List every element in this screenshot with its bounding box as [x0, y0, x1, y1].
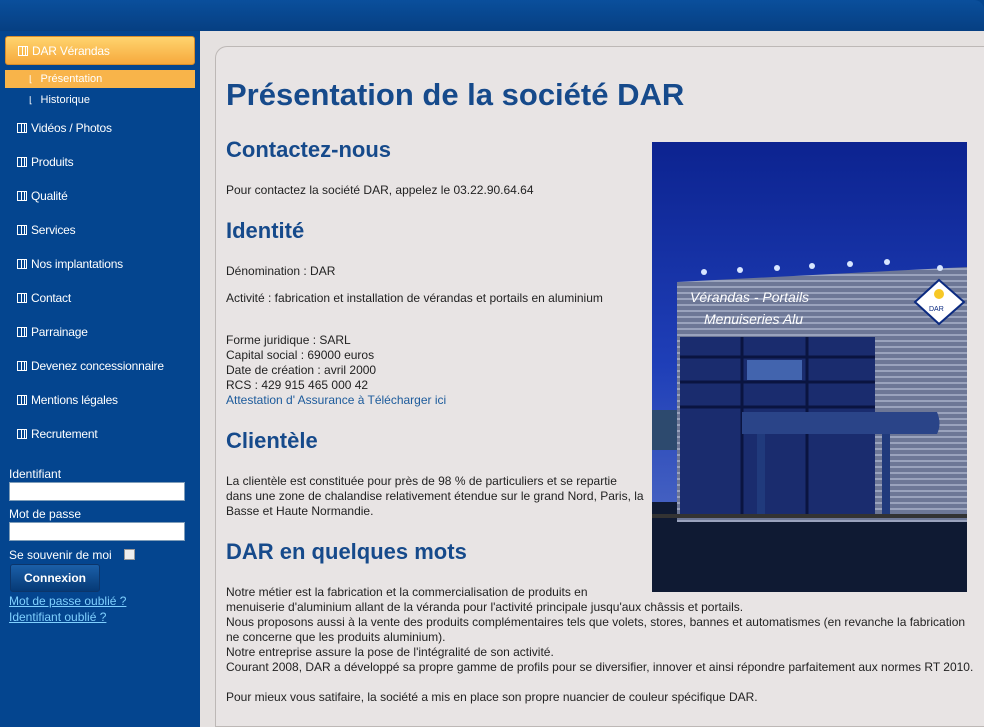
tree-branch-icon: ⌊ [29, 94, 33, 105]
identity-name: Dénomination : DAR [226, 264, 336, 278]
forgot-username-link[interactable]: Identifiant oublié ? [9, 610, 107, 624]
menu-item-videos-photos[interactable] [5, 117, 195, 139]
menu-item-qualite[interactable] [5, 185, 195, 207]
password-input[interactable] [9, 522, 185, 541]
username-label: Identifiant [9, 467, 62, 481]
sign-text-2: Menuiseries Alu [704, 311, 804, 327]
grid-icon [17, 123, 27, 133]
menu-item-contact[interactable] [5, 287, 195, 309]
grid-icon [17, 395, 27, 405]
menu-item-produits[interactable] [5, 151, 195, 173]
clients-text: La clientèle est constituée pour près de 98 % de particuliers et se repartie dans une zone de chalandise relativement étendue sur le grand Nord, Paris, la Basse et Haute Normandie. [226, 474, 644, 518]
menu-item-label: Services [31, 223, 76, 237]
login-button[interactable]: Connexion [10, 564, 100, 592]
top-banner [0, 0, 984, 31]
password-label: Mot de passe [9, 507, 82, 521]
menu-item-parrainage[interactable] [5, 321, 195, 343]
about-line-6: Pour mieux vous satifaire, la société a mis en place son propre nuancier de couleur spécifique DAR. [226, 690, 758, 704]
logo-text: DAR [929, 306, 944, 313]
grid-icon [17, 225, 27, 235]
about-line-5: Courant 2008, DAR a développé sa propre gamme de profils pour se diversifier, innover et ainsi répondre parfaitement aux normes RT 2010. [226, 660, 974, 674]
tree-branch-icon: ⌊ [29, 73, 33, 84]
menu-item-label: Vidéos / Photos [31, 121, 112, 135]
menu-item-nos-implantations[interactable] [5, 253, 195, 275]
menu-item-services[interactable] [5, 219, 195, 241]
grid-icon [17, 327, 27, 337]
identity-rcs: RCS : 429 915 465 000 42 [226, 378, 369, 392]
submenu-item-label: Présentation [40, 73, 103, 85]
remember-me-checkbox[interactable] [124, 549, 135, 560]
grid-icon [17, 361, 27, 371]
menu-item-label: Mentions légales [31, 393, 118, 407]
about-line-1: Notre métier est la fabrication et la commercialisation de produits en [226, 585, 588, 599]
menu-item-label: Contact [31, 291, 71, 305]
menu-item-label: Parrainage [31, 325, 88, 339]
identity-capital: Capital social : 69000 euros [226, 348, 375, 362]
submenu-item-presentation[interactable] [5, 70, 195, 88]
menu-item-dar-verandas[interactable] [5, 36, 195, 65]
menu-item-label: Nos implantations [31, 257, 123, 271]
sign-text-1: Vérandas - Portails [690, 289, 810, 305]
identity-legal-form: Forme juridique : SARL [226, 333, 351, 347]
identity-activity: Activité : fabrication et installation de vérandas et portails en aluminium [226, 291, 603, 305]
grid-icon [18, 46, 28, 56]
menu-item-mentions-legales[interactable] [5, 389, 195, 411]
contact-text: Pour contactez la société DAR, appelez le 03.22.90.64.64 [226, 183, 534, 197]
page-title: Présentation de la société DAR [226, 77, 685, 112]
insurance-download-link[interactable]: Attestation d' Assurance à Télécharger ici [226, 393, 447, 407]
submenu-item-historique[interactable] [5, 91, 195, 109]
menu-item-recrutement[interactable] [5, 423, 195, 445]
grid-icon [17, 259, 27, 269]
grid-icon [17, 191, 27, 201]
section-heading-clients: Clientèle [226, 428, 318, 453]
menu-item-devenez-concessionnaire[interactable] [5, 355, 195, 377]
section-heading-about: DAR en quelques mots [226, 539, 467, 564]
about-line-4: Notre entreprise assure la pose de l'intégralité de son activité. [226, 645, 554, 659]
menu-item-label: DAR Vérandas [32, 43, 110, 58]
menu-item-label: Produits [31, 155, 74, 169]
section-heading-contact: Contactez-nous [226, 137, 391, 162]
grid-icon [17, 429, 27, 439]
grid-icon [17, 157, 27, 167]
section-heading-identity: Identité [226, 218, 305, 243]
remember-me-label: Se souvenir de moi [9, 548, 112, 562]
username-input[interactable] [9, 482, 185, 501]
submenu-item-label: Historique [40, 94, 91, 106]
building-photo [652, 142, 967, 592]
menu-item-label: Recrutement [31, 427, 98, 441]
grid-icon [17, 293, 27, 303]
menu-item-label: Qualité [31, 189, 68, 203]
about-line-2: menuiserie d'aluminium allant de la véranda pour l'activité principale jusqu'aux châssis et portails. [226, 600, 744, 614]
forgot-password-link[interactable]: Mot de passe oublié ? [9, 594, 127, 608]
identity-creation-date: Date de création : avril 2000 [226, 363, 377, 377]
about-line-3: Nous proposons aussi à la vente des produits complémentaires tels que volets, stores, bannes et automatismes (en revanche la fabrication ne concerne que les produits aluminium). [226, 615, 966, 644]
menu-item-label: Devenez concessionnaire [31, 359, 164, 373]
